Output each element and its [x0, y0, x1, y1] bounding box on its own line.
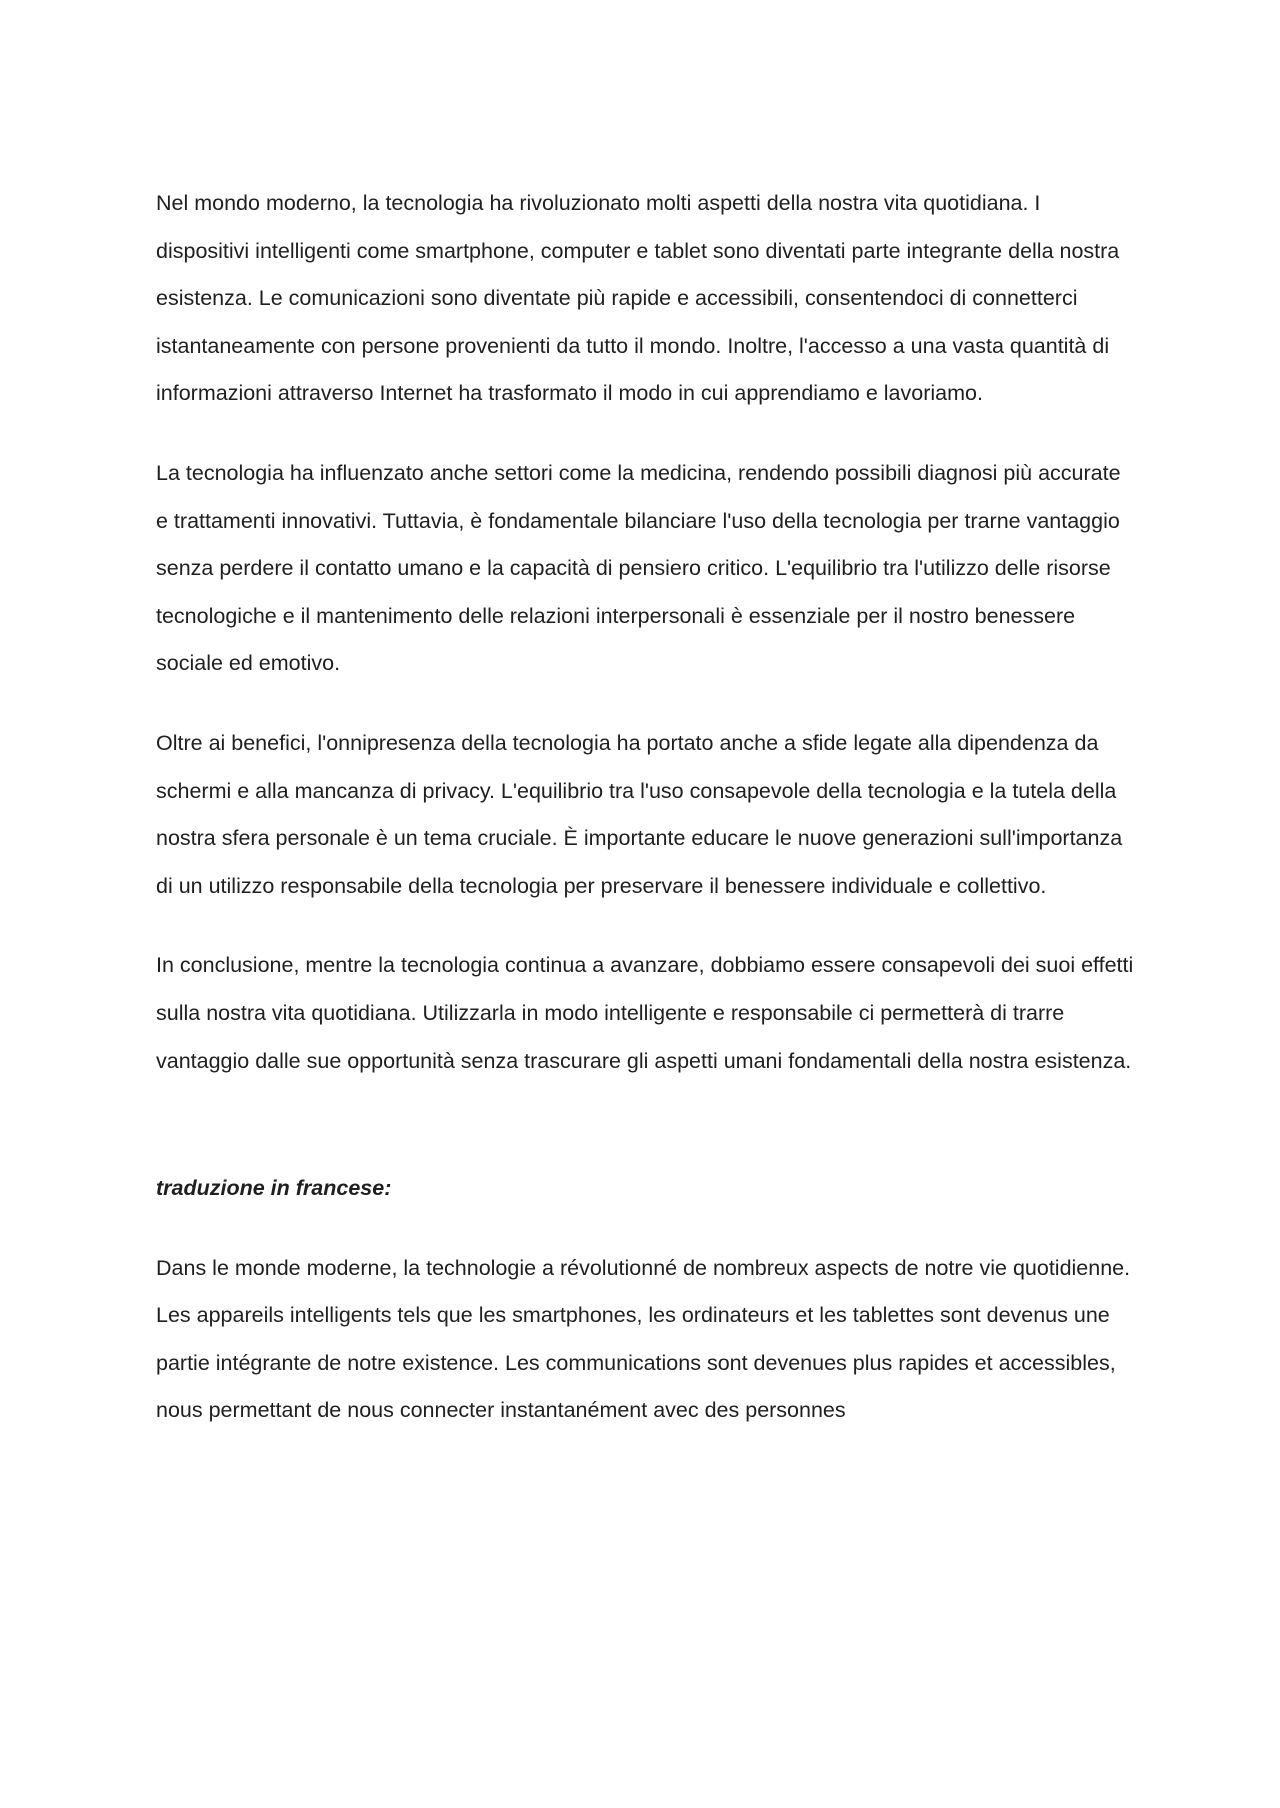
translation-heading: traduzione in francese:	[156, 1176, 392, 1201]
italian-paragraph-2: La tecnologia ha influenzato anche settori come la medicina, rendendo possibili diagnosi più accurate e trattamenti innovativi. Tuttavia, è fondamentale bilanciare l'uso della tecnologia per trarne vantaggio senza perdere il contatto umano e la capacità di pensiero critico. L'equilibrio tra l'utilizzo delle risorse tecnologiche e il mantenimento delle relazioni interpersonali è essenziale per il nostro benessere sociale ed emotivo.	[156, 460, 1121, 676]
french-paragraph: Dans le monde moderne, la technologie a révolutionné de nombreux aspects de notre vie quotidienne. Les appareils intelligents tels que les smartphones, les ordinateurs et les tablettes sont devenus une partie intégrante de notre existence. Les communications sont devenues plus rapides et accessibles, nous permettant de nous connecter instantanément avec des personnes	[156, 1255, 1131, 1423]
italian-paragraph-3: Oltre ai benefici, l'onnipresenza della tecnologia ha portato anche a sfide legate alla dipendenza da schermi e alla mancanza di privacy. L'equilibrio tra l'uso consapevole della tecnologia e la tutela della nostra sfera personale è un tema cruciale. È importante educare le nuove generazioni sull'importanza di un utilizzo responsabile della tecnologia per preservare il benessere individuale e collettivo.	[156, 730, 1123, 898]
document-body	[156, 180, 1136, 1467]
italian-paragraph-1: Nel mondo moderno, la tecnologia ha rivoluzionato molti aspetti della nostra vita quotidiana. I dispositivi intelligenti come smartphone, computer e tablet sono diventati parte integrante della nostra esistenza. Le comunicazioni sono diventate più rapide e accessibili, consentendoci di connetterci istantaneamente con persone provenienti da tutto il mondo. Inoltre, l'accesso a una vasta quantità di informazioni attraverso Internet ha trasformato il modo in cui apprendiamo e lavoriamo.	[156, 191, 1120, 406]
italian-paragraph-4: In conclusione, mentre la tecnologia continua a avanzare, dobbiamo essere consapevoli dei suoi effetti sulla nostra vita quotidiana. Utilizzarla in modo intelligente e responsabile ci permetterà di trarre vantaggio dalle sue opportunità senza trascurare gli aspetti umani fondamentali della nostra esistenza.	[156, 953, 1134, 1073]
